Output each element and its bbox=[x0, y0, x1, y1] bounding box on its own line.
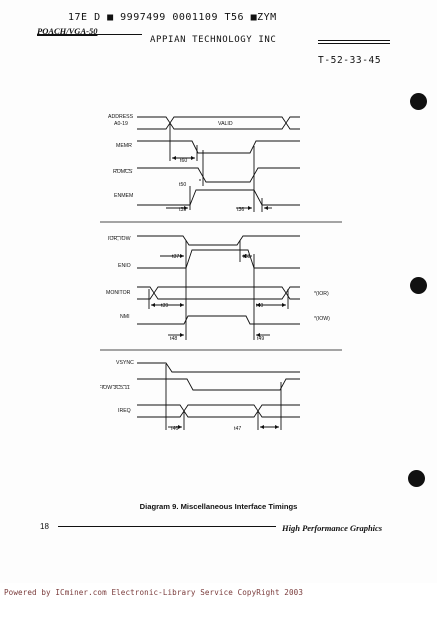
nmi-label: NMI bbox=[120, 314, 130, 320]
vsync-waveform bbox=[137, 363, 300, 372]
diagram-caption: Diagram 9. Miscellaneous Interface Timings bbox=[139, 502, 298, 511]
footer-rule bbox=[58, 526, 276, 527]
nmi-waveform bbox=[137, 316, 300, 324]
arrowhead bbox=[191, 156, 195, 160]
t35-label: t35 bbox=[179, 207, 187, 213]
arrowhead bbox=[172, 156, 176, 160]
hole-punch-icon bbox=[408, 470, 425, 487]
address-label: ADDRESS bbox=[108, 114, 134, 120]
t47-label: t47 bbox=[234, 426, 242, 432]
arrowhead bbox=[178, 425, 182, 429]
monitor-waveform-bottom bbox=[137, 293, 300, 299]
t36-label: t36 bbox=[237, 207, 245, 213]
monitor-label: MONITOR bbox=[106, 290, 131, 296]
arrowhead bbox=[180, 303, 184, 307]
enio-waveform bbox=[137, 250, 300, 268]
enmem-label: ENMEM bbox=[114, 193, 134, 199]
t60-label: t60 bbox=[180, 158, 188, 164]
arrowhead bbox=[180, 333, 184, 337]
header-model: POACH/VGA-50 bbox=[37, 26, 98, 36]
t40-label: t40 bbox=[256, 303, 264, 309]
footer-title: High Performance Graphics bbox=[282, 523, 383, 533]
arrowhead bbox=[282, 303, 286, 307]
arrowhead bbox=[151, 303, 155, 307]
arrowhead bbox=[180, 254, 184, 258]
t50-label: t50 bbox=[179, 182, 187, 188]
t46-label: t46 bbox=[171, 426, 179, 432]
iorw-waveform bbox=[137, 236, 300, 245]
header-company: APPIAN TECHNOLOGY INC bbox=[150, 35, 277, 45]
iorw-label: IOR, IOW bbox=[108, 236, 131, 242]
t49-label: t49 bbox=[257, 336, 265, 342]
watermark-bar bbox=[0, 583, 437, 619]
page-number: 18 bbox=[40, 522, 49, 531]
arrowhead bbox=[260, 425, 264, 429]
memr-label: MEMR bbox=[116, 143, 132, 149]
t37-label: t37 bbox=[172, 254, 180, 260]
iow-3c5-waveform bbox=[137, 379, 300, 390]
enio-label: ENIO bbox=[118, 263, 131, 269]
header-reference: T-52-33-45 bbox=[318, 55, 382, 66]
romcs-label: ROMCS bbox=[113, 169, 133, 175]
arrowhead bbox=[275, 425, 279, 429]
valid-label: VALID bbox=[218, 121, 233, 127]
t48-label: t48 bbox=[170, 336, 178, 342]
address-sub-label: A0-19 bbox=[114, 121, 128, 127]
memr-waveform bbox=[137, 141, 300, 153]
hole-punch-icon bbox=[410, 93, 427, 110]
romcs-waveform bbox=[137, 168, 300, 182]
watermark-text: Powered by ICminer.com Electronic-Library Service CopyRight 2003 bbox=[4, 588, 303, 597]
hole-punch-icon bbox=[410, 277, 427, 294]
arrowhead bbox=[248, 206, 252, 210]
ior-note: *(IOR) bbox=[314, 291, 329, 297]
vsync-label: VSYNC bbox=[116, 360, 134, 366]
ireq-label: IREQ bbox=[118, 408, 131, 414]
header-code-line: 17E D ■ 9997499 0001109 T56 ■ZYM bbox=[68, 12, 277, 23]
ireq-waveform-bottom bbox=[137, 411, 300, 417]
monitor-waveform-top bbox=[137, 287, 300, 293]
ireq-waveform-top bbox=[137, 405, 300, 411]
t38-label: t38 bbox=[243, 254, 251, 260]
iow-note: *(IOW) bbox=[314, 316, 330, 322]
arrowhead bbox=[264, 206, 268, 210]
enmem-waveform bbox=[137, 190, 300, 205]
t39-label: t39 bbox=[161, 303, 169, 309]
iow-3c5-label: -IOW 3C5.11 bbox=[100, 385, 130, 391]
